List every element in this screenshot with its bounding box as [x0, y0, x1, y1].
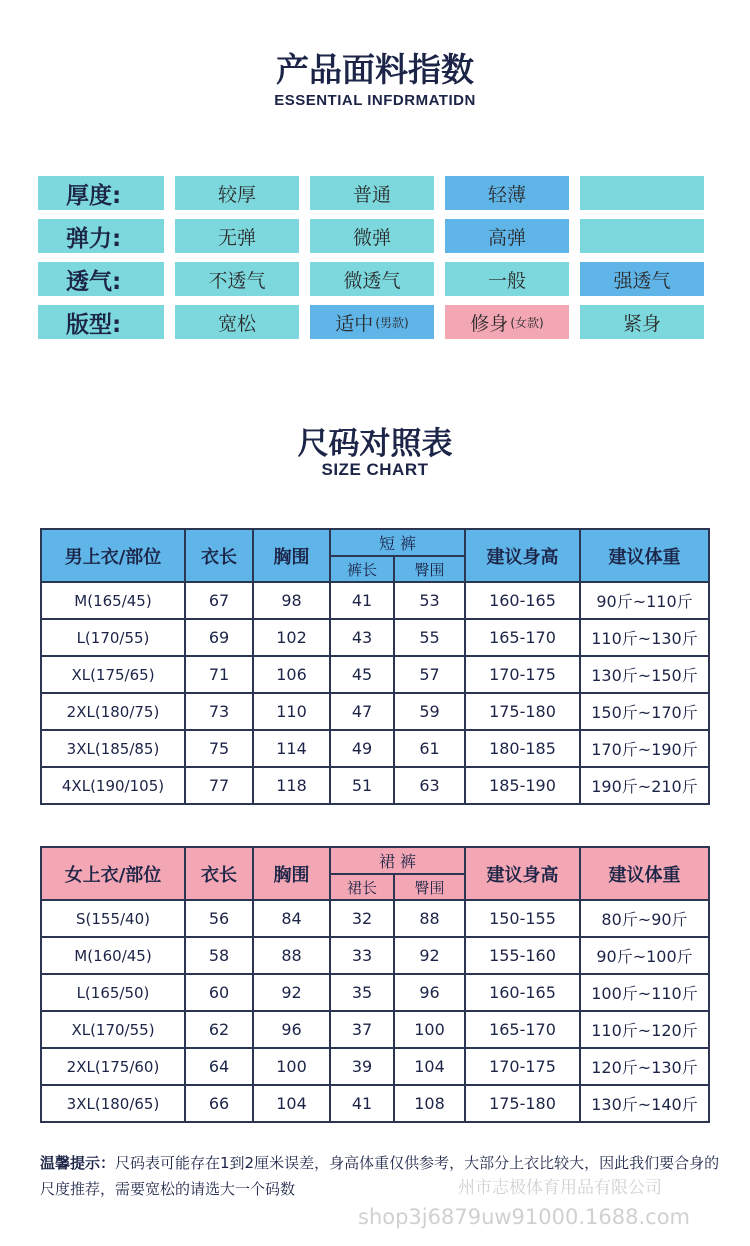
fabric-option	[175, 176, 299, 210]
table-cell: 92	[253, 974, 330, 1011]
table-cell: 170-175	[465, 656, 580, 693]
table-cell: 75	[185, 730, 253, 767]
fabric-option	[310, 219, 434, 253]
table-cell: 32	[330, 900, 394, 937]
size-chart-title: 尺码对照表	[297, 426, 453, 462]
table-cell: 150-155	[465, 900, 580, 937]
table-cell: L(165/50)	[41, 974, 185, 1011]
women-size-table	[40, 846, 710, 1123]
fabric-option	[175, 262, 299, 296]
table-cell: 80斤~90斤	[580, 900, 709, 937]
table-cell: 185-190	[465, 767, 580, 804]
table-cell: 57	[394, 656, 465, 693]
table-cell: 100斤~110斤	[580, 974, 709, 1011]
table-row	[41, 974, 709, 1011]
table-cell: 58	[185, 937, 253, 974]
table-cell: 3XL(180/65)	[41, 1085, 185, 1122]
fabric-row	[38, 262, 710, 296]
table-cell: 175-180	[465, 1085, 580, 1122]
table-cell: 47	[330, 693, 394, 730]
women-header-height: 建议身高	[465, 847, 580, 900]
table-cell: 53	[394, 582, 465, 619]
table-cell: 92	[394, 937, 465, 974]
table-cell: 37	[330, 1011, 394, 1048]
fabric-title: 产品面料指数	[276, 50, 474, 89]
table-cell: 110斤~130斤	[580, 619, 709, 656]
table-cell: 165-170	[465, 619, 580, 656]
fabric-option-text: 不透气	[208, 269, 266, 292]
table-cell: 77	[185, 767, 253, 804]
fabric-option	[445, 262, 569, 296]
table-cell: 165-170	[465, 1011, 580, 1048]
table-cell: 118	[253, 767, 330, 804]
table-cell: 175-180	[465, 693, 580, 730]
watermark-shop: shop3j6879uw91000.1688.com	[358, 1205, 691, 1229]
men-header-hip: 臀围	[394, 556, 465, 582]
table-cell: 60	[185, 974, 253, 1011]
table-row	[41, 767, 709, 804]
table-cell: 55	[394, 619, 465, 656]
fabric-option	[310, 176, 434, 210]
table-cell: 3XL(185/85)	[41, 730, 185, 767]
fabric-row	[38, 176, 710, 210]
table-cell: M(160/45)	[41, 937, 185, 974]
table-cell: 102	[253, 619, 330, 656]
fabric-option-text: 微弹	[352, 226, 391, 249]
table-cell: 110	[253, 693, 330, 730]
table-cell: 88	[394, 900, 465, 937]
table-cell: 4XL(190/105)	[41, 767, 185, 804]
table-cell: XL(170/55)	[41, 1011, 185, 1048]
table-cell: 106	[253, 656, 330, 693]
table-cell: S(155/40)	[41, 900, 185, 937]
men-header-part: 男上衣/部位	[41, 529, 185, 582]
women-header-part: 女上衣/部位	[41, 847, 185, 900]
table-cell: 49	[330, 730, 394, 767]
table-cell: 155-160	[465, 937, 580, 974]
table-cell: 104	[253, 1085, 330, 1122]
table-cell: 41	[330, 1085, 394, 1122]
table-cell: 67	[185, 582, 253, 619]
fabric-row	[38, 305, 710, 339]
table-row	[41, 937, 709, 974]
table-cell: 73	[185, 693, 253, 730]
fabric-row-label: 版型:	[38, 305, 164, 339]
fabric-row-label: 厚度:	[38, 176, 164, 210]
table-cell: 114	[253, 730, 330, 767]
tip-label: 温馨提示：	[40, 1154, 116, 1172]
table-cell: 90斤~110斤	[580, 582, 709, 619]
table-cell: 160-165	[465, 974, 580, 1011]
table-cell: 39	[330, 1048, 394, 1085]
table-cell: 62	[185, 1011, 253, 1048]
fabric-option	[445, 176, 569, 210]
men-header-length: 衣长	[185, 529, 253, 582]
women-header-skirt-pants: 裙 裤	[330, 847, 465, 874]
fabric-option-text: 修身	[470, 312, 509, 335]
men-header-shorts: 短 裤	[330, 529, 465, 556]
table-cell: M(165/45)	[41, 582, 185, 619]
table-row	[41, 1011, 709, 1048]
table-cell: 90斤~100斤	[580, 937, 709, 974]
men-header-pant-length: 裤长	[330, 556, 394, 582]
fabric-option-text: 轻薄	[487, 183, 526, 206]
table-cell: 45	[330, 656, 394, 693]
women-header-weight: 建议体重	[580, 847, 709, 900]
fabric-option-text: 一般	[487, 269, 526, 292]
men-header-weight: 建议体重	[580, 529, 709, 582]
table-cell: 41	[330, 582, 394, 619]
women-header-hip: 臀围	[394, 874, 465, 900]
table-cell: 104	[394, 1048, 465, 1085]
fabric-option-text: 宽松	[217, 312, 256, 335]
table-cell: 33	[330, 937, 394, 974]
table-cell: 120斤~130斤	[580, 1048, 709, 1085]
table-row	[41, 656, 709, 693]
table-cell: 100	[253, 1048, 330, 1085]
table-cell: 170斤~190斤	[580, 730, 709, 767]
table-cell: XL(175/65)	[41, 656, 185, 693]
women-header-length: 衣长	[185, 847, 253, 900]
fabric-option-text: 紧身	[622, 312, 661, 335]
table-cell: 96	[394, 974, 465, 1011]
fabric-option	[310, 305, 434, 339]
table-cell: 35	[330, 974, 394, 1011]
men-size-table	[40, 528, 710, 805]
size-chart-subtitle: SIZE CHART	[321, 460, 429, 479]
watermark-company: 州市志极体育用品有限公司	[458, 1178, 662, 1198]
tip-text: 尺码表可能存在1到2厘米误差，身高体重仅供参考，大部分上衣比较大，因此我们要合身的尺度推荐，需要宽松的请选大一个码数	[40, 1154, 720, 1198]
fabric-option-text: 普通	[352, 183, 391, 206]
table-cell: 160-165	[465, 582, 580, 619]
table-row	[41, 582, 709, 619]
fabric-option	[580, 219, 704, 253]
fabric-option	[175, 305, 299, 339]
women-header-skirt-length: 裙长	[330, 874, 394, 900]
table-cell: 59	[394, 693, 465, 730]
table-cell: 96	[253, 1011, 330, 1048]
table-cell: 130斤~140斤	[580, 1085, 709, 1122]
fabric-subtitle: ESSENTIAL INFDRMATIDN	[274, 92, 476, 109]
table-cell: 63	[394, 767, 465, 804]
table-cell: 2XL(175/60)	[41, 1048, 185, 1085]
table-cell: 51	[330, 767, 394, 804]
fabric-row	[38, 219, 710, 253]
table-cell: 108	[394, 1085, 465, 1122]
table-cell: 130斤~150斤	[580, 656, 709, 693]
table-row	[41, 1048, 709, 1085]
table-row	[41, 900, 709, 937]
fabric-option	[580, 176, 704, 210]
fabric-option-text: 适中	[335, 312, 374, 335]
fabric-option-text: 强透气	[613, 269, 671, 292]
table-row	[41, 693, 709, 730]
table-cell: 190斤~210斤	[580, 767, 709, 804]
fabric-option	[310, 262, 434, 296]
fabric-row-label: 透气:	[38, 262, 164, 296]
table-cell: 43	[330, 619, 394, 656]
table-cell: 61	[394, 730, 465, 767]
table-cell: 180-185	[465, 730, 580, 767]
men-header-chest: 胸围	[253, 529, 330, 582]
fabric-option-note: (男款)	[375, 315, 409, 330]
table-row	[41, 619, 709, 656]
fabric-index-grid	[38, 176, 710, 348]
table-cell: 100	[394, 1011, 465, 1048]
fabric-option	[445, 219, 569, 253]
table-cell: 71	[185, 656, 253, 693]
table-cell: L(170/55)	[41, 619, 185, 656]
table-cell: 170-175	[465, 1048, 580, 1085]
table-cell: 110斤~120斤	[580, 1011, 709, 1048]
table-cell: 66	[185, 1085, 253, 1122]
fabric-option	[445, 305, 569, 339]
fabric-option	[175, 219, 299, 253]
table-cell: 84	[253, 900, 330, 937]
table-cell: 88	[253, 937, 330, 974]
fabric-option-text: 无弹	[217, 226, 256, 249]
table-cell: 56	[185, 900, 253, 937]
table-cell: 69	[185, 619, 253, 656]
fabric-option-text: 较厚	[217, 183, 256, 206]
fabric-option-text: 微透气	[343, 269, 401, 292]
fabric-option	[580, 305, 704, 339]
fabric-option	[580, 262, 704, 296]
women-header-chest: 胸围	[253, 847, 330, 900]
men-header-height: 建议身高	[465, 529, 580, 582]
fabric-option-text: 高弹	[487, 226, 526, 249]
fabric-option-note: (女款)	[510, 315, 544, 330]
table-row	[41, 1085, 709, 1122]
table-cell: 64	[185, 1048, 253, 1085]
fabric-row-label: 弹力:	[38, 219, 164, 253]
table-row	[41, 730, 709, 767]
table-cell: 98	[253, 582, 330, 619]
table-cell: 2XL(180/75)	[41, 693, 185, 730]
table-cell: 150斤~170斤	[580, 693, 709, 730]
